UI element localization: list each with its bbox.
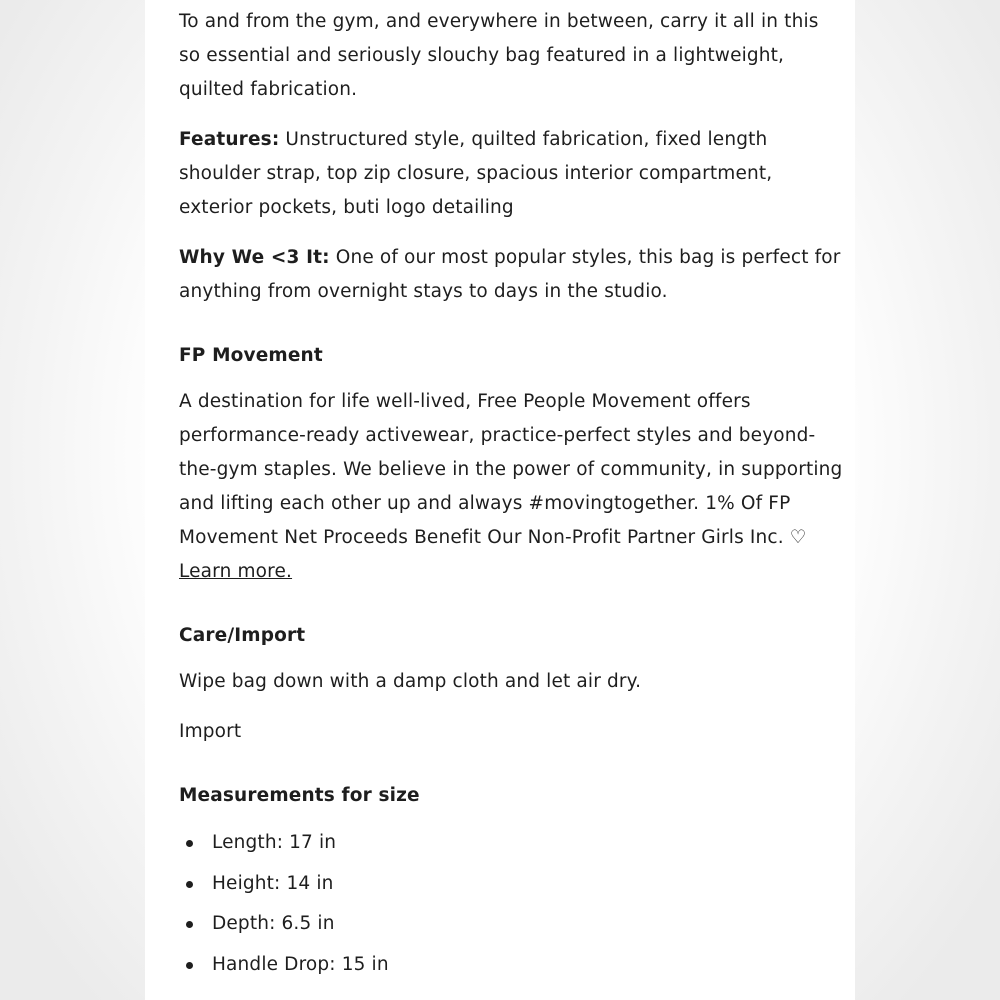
care-import-heading: Care/Import — [179, 625, 306, 646]
section-spacer — [179, 309, 844, 323]
bullet-icon — [186, 881, 193, 888]
measurements-list — [179, 823, 844, 985]
why-paragraph — [179, 241, 844, 309]
features-paragraph — [179, 123, 844, 225]
measurement-length: Length: 17 in — [212, 832, 337, 853]
list-item — [179, 945, 844, 986]
list-item — [179, 904, 844, 945]
learn-more-link[interactable]: Learn more. — [179, 561, 293, 582]
fp-movement-body — [179, 385, 844, 589]
measurements-heading: Measurements for size — [179, 785, 420, 806]
features-text: Unstructured style, quilted fabrication, fixed length shoulder strap, top zip closure, spacious interior compartment, exterior pockets, buti logo detailing — [179, 129, 773, 218]
fp-movement-heading: FP Movement — [179, 345, 323, 366]
bullet-icon — [186, 962, 193, 969]
features-label: Features: — [179, 129, 280, 150]
fp-movement-text: A destination for life well-lived, Free People Movement offers performance-ready activewear, practice-perfect styles and beyond-the-gym staples. We believe in the power of community, in supporting and lifting each other up and always #movingtogether. 1% Of FP Movement Net Proceeds Benefit Our Non-Profit Partner Girls Inc. ♡ — [179, 391, 843, 548]
measurement-height: Height: 14 in — [212, 872, 334, 894]
measurement-depth: Depth: 6.5 in — [212, 913, 335, 934]
care-text: Wipe bag down with a damp cloth and let air dry. — [179, 671, 642, 692]
bullet-icon — [186, 840, 193, 847]
list-item — [179, 864, 844, 905]
list-item — [179, 823, 844, 864]
product-details — [179, 5, 844, 985]
import-text: Import — [179, 721, 242, 742]
description-intro: To and from the gym, and everywhere in between, carry it all in this so essential and seriously slouchy bag featured in a lightweight, quilted fabrication. — [179, 11, 819, 100]
why-text: One of our most popular styles, this bag is perfect for anything from overnight stays to days in the studio. — [179, 247, 841, 302]
why-label: Why We <3 It: — [179, 247, 330, 268]
measurement-handle-drop: Handle Drop: 15 in — [212, 953, 389, 975]
bullet-icon — [186, 921, 193, 928]
